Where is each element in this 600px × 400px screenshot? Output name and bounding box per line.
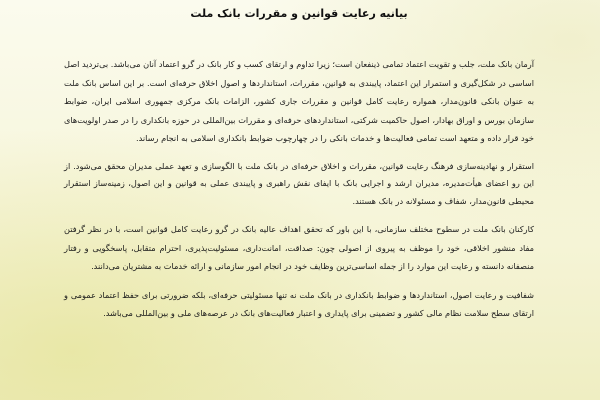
- paragraph-mission: آرمان بانک ملت، جلب و تقویت اعتماد تمامی ذینفعان است؛ زیرا تداوم و ارتقای کسب و کار بانک در گرو اعتماد آنان می‌باشد. بی‌تردید اصل اساسی در شکل‌گیری و استمرار این اعتماد، پایبندی به قوانین، مقررات، استانداردها و اصول اخلاق حرفه‌ای است. بر این اساس بانک ملت به عنوان بانکی قانون‌مدار، همواره رعایت کامل قوانین و مقررات جاری کشور، الزامات بانک مرکزی جمهوری اسلامی ایران، ضوابط سازمان بورس و اوراق بهادار، اصول حاکمیت شرکتی، استانداردهای حرفه‌ای و مقررات بین‌المللی در حوزه بانکداری را در صدر اولویت‌های خود قرار داده و متعهد است تمامی فعالیت‌ها و خدمات بانکی را در چهارچوب ضوابط بانکداری اسلامی به انجام رساند.: [64, 59, 534, 143]
- paragraph-employees-ethics: کارکنان بانک ملت در سطوح مختلف سازمانی، با این باور که تحقق اهداف عالیه بانک در گرو رعایت کامل قوانین است، با در نظر گرفتن مفاد منشور اخلاقی، خود را موظف به پیروی از اصولی چون: صداقت، امانت‌داری، مسئولیت‌پذیری، احترام متقابل، پاسخگویی و رفتار منصفانه دانسته و رعایت این موارد را از جمله اساسی‌ترین وظایف خود در انجام امور سازمانی و ارائه خدمات به مشتریان می‌دانند.: [64, 224, 534, 271]
- document-title: بیانیه رعایت قوانین و مقررات بانک ملت: [190, 7, 408, 20]
- paragraph-management-commitment: استقرار و نهادینه‌سازی فرهنگ رعایت قوانین، مقررات و اخلاق حرفه‌ای در بانک ملت با الگوسازی و تعهد عملی مدیران محقق می‌شود. از این رو اعضای هیأت‌مدیره، مدیران ارشد و اجرایی بانک با ایفای نقش راهبری و پایبندی عملی به قوانین و این اصول، زمینه‌ساز استقرار محیطی قانون‌مدار، شفاف و مسئولانه در بانک هستند.: [64, 160, 534, 206]
- paragraph-transparency: شفافیت و رعایت اصول، استانداردها و ضوابط بانکداری در بانک ملت نه تنها مسئولیتی حرفه‌ای، بلکه ضرورتی برای حفظ اعتماد عمومی و ارتقای سطح سلامت نظام مالی کشور و تضمینی برای پایداری و اعتبار فعالیت‌های بانک در عرصه‌های ملی و بین‌المللی می‌باشد.: [64, 289, 534, 318]
